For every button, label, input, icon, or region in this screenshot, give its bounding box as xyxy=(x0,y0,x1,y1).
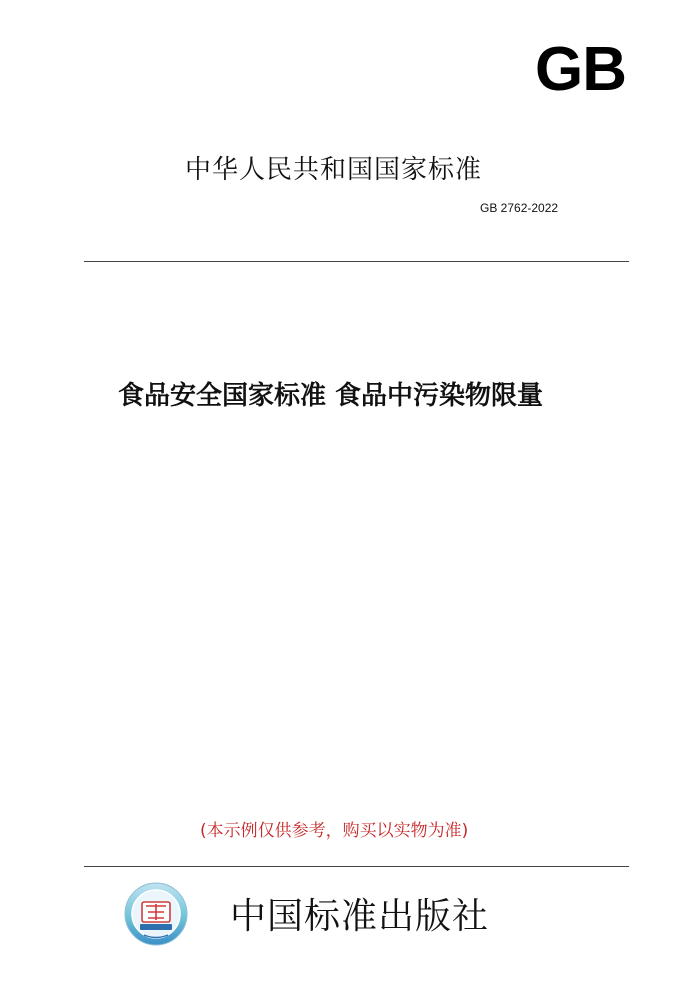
national-standard-heading: 中华人民共和国国家标准 xyxy=(185,155,483,185)
standard-code: GB 2762-2022 xyxy=(480,201,559,215)
bottom-divider xyxy=(84,866,629,867)
seal-graphic xyxy=(124,882,188,946)
document-title: 食品安全国家标准 食品中污染物限量 xyxy=(118,381,544,411)
publisher-name: 中国标准出版社 xyxy=(230,896,490,937)
publisher-seal-icon xyxy=(124,882,188,946)
top-divider xyxy=(84,261,629,262)
gb-logo: GB xyxy=(535,35,626,104)
sample-disclaimer: (本示例仅供参考，购买以实物为准) xyxy=(200,821,469,841)
